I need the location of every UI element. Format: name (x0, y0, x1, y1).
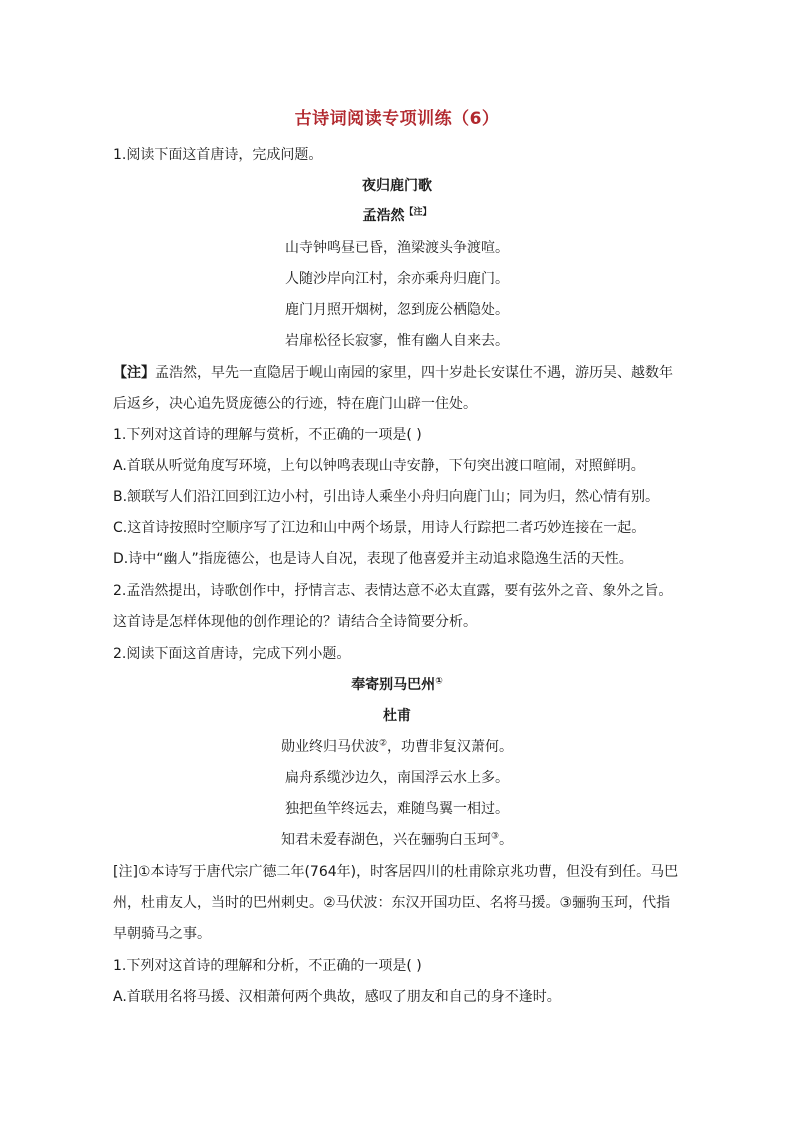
section1-intro: 1.阅读下面这首唐诗，完成问题。 (113, 147, 323, 163)
poem2-line-rest: 。 (499, 832, 514, 848)
poem1-line: 山寺钟鸣昼已昏，渔梁渡头争渡喧。 (285, 240, 509, 256)
poem1-note-line (113, 363, 673, 383)
poem1-note-lead: 【注】 (113, 365, 155, 381)
question-1-1: 1.下列对这首诗的理解与赏析，不正确的一项是( ) (113, 427, 422, 443)
poem2-author: 杜甫 (383, 708, 411, 724)
poem1-author-note-tag: 【注】 (404, 207, 432, 218)
poem2-title: 奉寄别马巴州 (351, 677, 436, 693)
poem2-title-line (0, 675, 794, 695)
poem1-title: 夜归鹿门歌 (362, 178, 432, 194)
poem1-line: 鹿门月照开烟树，忽到庞公栖隐处。 (285, 302, 509, 318)
poem2-line-rest: ，功曹非复汉萧何。 (387, 739, 514, 755)
option-a: A.首联从听觉角度写环境，上句以钟鸣表现山寺安静，下句突出渡口喧闹，对照鲜明。 (113, 458, 645, 474)
page-title: 古诗词阅读专项训练（6） (294, 109, 500, 129)
option-c: C.这首诗按照时空顺序写了江边和山中两个场景，用诗人行踪把二者巧妙连接在一起。 (113, 520, 646, 536)
poem2-note-line: 州，杜甫友人，当时的巴州刺史。②马伏波：东汉开国功臣、名将马援。③骊驹玉珂，代指 (113, 895, 671, 911)
poem2-line-text: 知君未爱春湖色，兴在骊驹白玉珂 (280, 832, 491, 848)
poem2-title-footnote-mark: ① (435, 676, 443, 687)
poem2-line: 独把鱼竿终远去，难随鸟翼一相过。 (285, 801, 509, 817)
section2-intro: 2.阅读下面这首唐诗，完成下列小题。 (113, 646, 351, 662)
question-1-2-cont: 这首诗是怎样体现他的创作理论的？请结合全诗简要分析。 (113, 614, 477, 630)
poem2-footnote-mark: ③ (490, 831, 500, 842)
poem1-author-line (0, 206, 794, 226)
option-b: B.颔联写人们沿江回到江边小村，引出诗人乘坐小舟归向鹿门山；同为归，然心情有别。 (113, 489, 660, 505)
option-d: D.诗中“幽人”指庞德公，也是诗人自况，表现了他喜爱并主动追求隐逸生活的天性。 (113, 551, 633, 567)
question-1-2: 2.孟浩然提出，诗歌创作中，抒情言志、表情达意不必太直露，要有弦外之音、象外之旨。 (113, 583, 673, 599)
poem2-line: 扁舟系缆沙边久，南国浮云水上多。 (285, 770, 509, 786)
poem2-footnote-mark: ② (378, 738, 388, 749)
poem2-line (0, 737, 794, 757)
question-2-1: 1.下列对这首诗的理解和分析，不正确的一项是( ) (113, 958, 422, 974)
poem2-line-text: 勋业终归马伏波 (280, 739, 379, 755)
poem1-author: 孟浩然 (362, 208, 405, 224)
option-a: A.首联用名将马援、汉相萧何两个典故，感叹了朋友和自己的身不逢时。 (113, 989, 561, 1005)
poem2-line (0, 830, 794, 850)
poem1-line: 人随沙岸向江村，余亦乘舟归鹿门。 (285, 271, 509, 287)
poem1-line: 岩扉松径长寂寥，惟有幽人自来去。 (285, 333, 509, 349)
poem1-note-line: 后返乡，决心追先贤庞德公的行迹，特在鹿门山辟一住处。 (113, 396, 477, 412)
poem1-note-text: 孟浩然，早先一直隐居于岘山南园的家里，四十岁赴长安谋仕不遇，游历吴、越数年 (155, 365, 673, 381)
poem2-note-line: 早朝骑马之事。 (113, 926, 211, 942)
poem2-note-line: [注]①本诗写于唐代宗广德二年(764年)，时客居四川的杜甫除京兆功曹，但没有到任。马巴 (113, 864, 679, 880)
